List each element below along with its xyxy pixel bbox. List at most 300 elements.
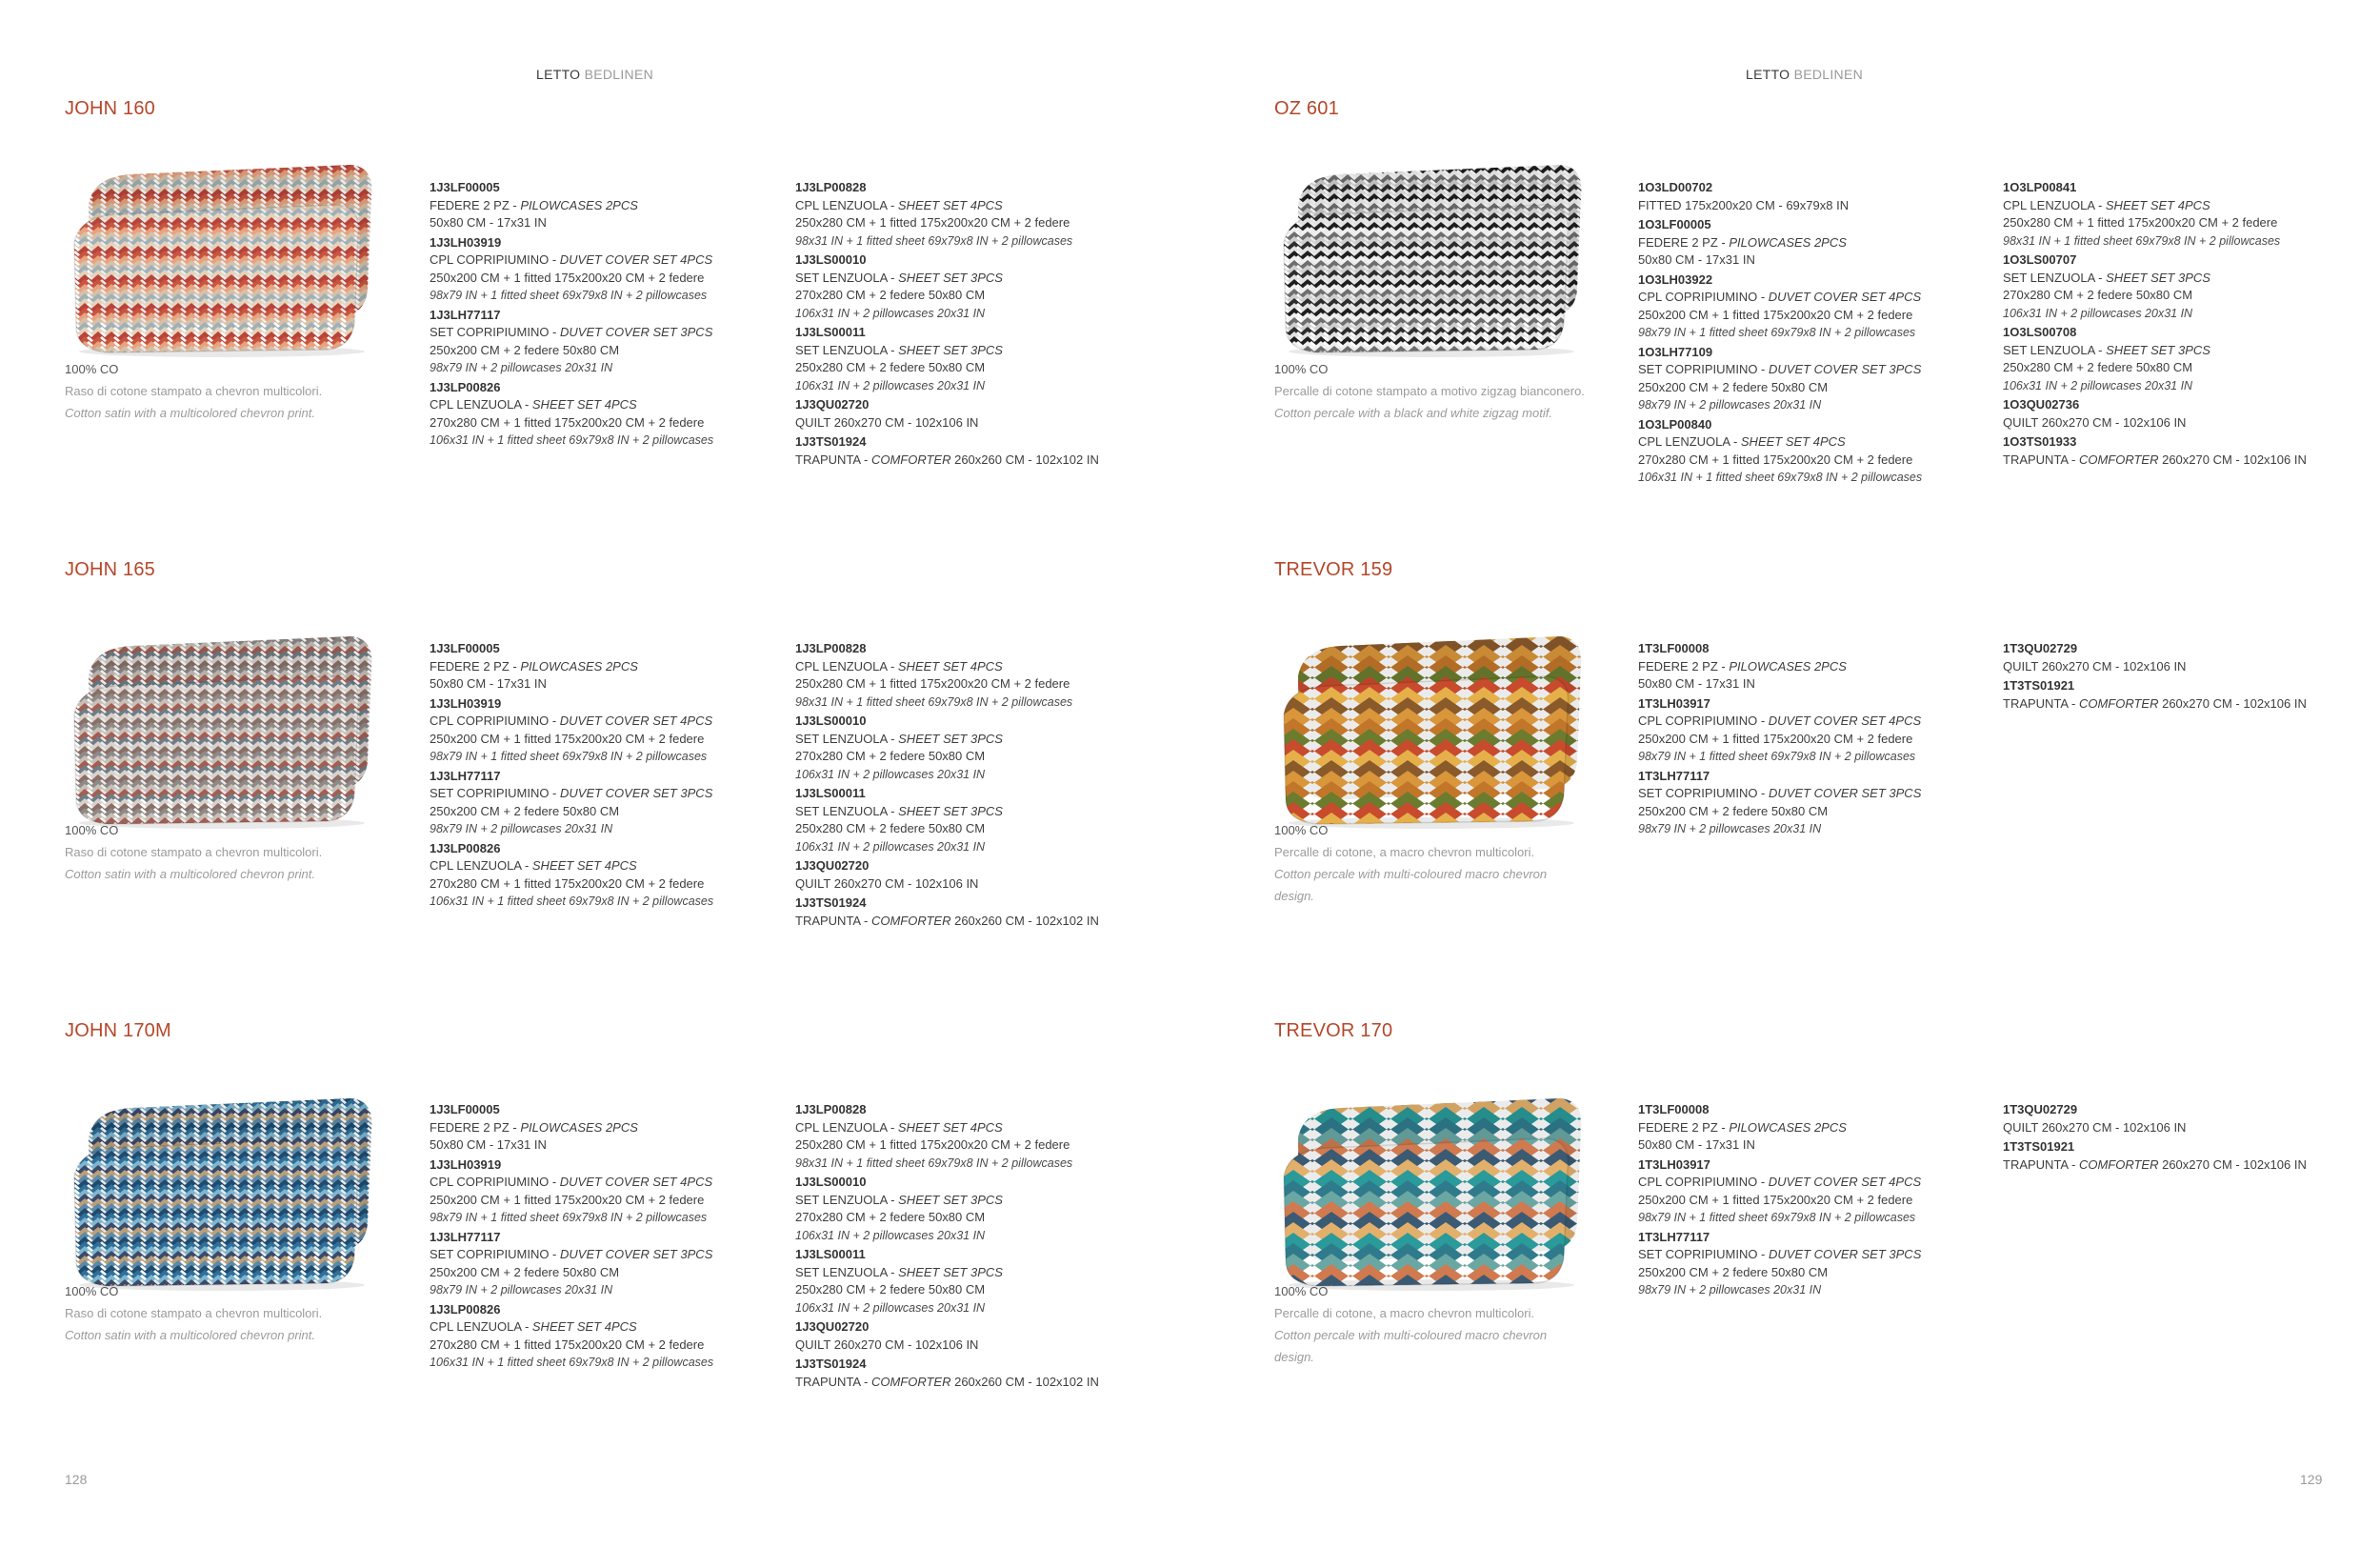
product-type-en: SHEET SET 3PCS bbox=[898, 270, 1003, 285]
description-en: Cotton satin with a multicolored chevron print. bbox=[65, 1328, 316, 1342]
product-type bbox=[795, 270, 1167, 288]
product-entry bbox=[430, 1101, 801, 1155]
product-dimensions-en: 106x31 IN + 2 pillowcases 20x31 IN bbox=[2003, 378, 2193, 392]
product-type-it: CPL LENZUOLA - bbox=[1638, 434, 1741, 449]
product-type-it: QUILT 260x270 CM - 102x106 IN bbox=[795, 1337, 979, 1352]
product-dimensions: 250x200 CM + 1 fitted 175x200x20 CM + 2 federe bbox=[1638, 307, 1913, 322]
product-type-it: CPL LENZUOLA - bbox=[430, 1319, 532, 1334]
product-type-it: FEDERE 2 PZ - bbox=[1638, 234, 1730, 250]
product-description bbox=[65, 358, 379, 424]
product-type-it: TRAPUNTA - bbox=[2003, 452, 2079, 467]
product-dimensions-en: 98x79 IN + 1 fitted sheet 69x79x8 IN + 2 pillowcases bbox=[430, 1211, 708, 1224]
product-type-en: PILOWCASES 2PCS bbox=[520, 1119, 638, 1135]
product-code-column bbox=[2003, 179, 2374, 471]
product-dimensions-en: 98x31 IN + 1 fitted sheet 69x79x8 IN + 2 pillowcases bbox=[795, 694, 1073, 709]
product-type bbox=[795, 913, 1167, 931]
product-code: 1T3LF00008 bbox=[1638, 1102, 1710, 1116]
product-dimensions: 270x280 CM + 1 fitted 175x200x20 CM + 2 federe bbox=[430, 1337, 705, 1352]
product-dimensions: 250x280 CM + 1 fitted 175x200x20 CM + 2 federe bbox=[2003, 215, 2278, 230]
product-image bbox=[1274, 148, 1589, 357]
product-type bbox=[1638, 785, 2010, 803]
product-type bbox=[795, 1337, 1167, 1355]
product-code: 1O3LP00840 bbox=[1638, 416, 1712, 432]
product-entry bbox=[2003, 677, 2374, 713]
product-code-column bbox=[795, 1101, 1167, 1393]
product-code: 1J3LS00010 bbox=[795, 1175, 867, 1189]
product-type bbox=[1638, 433, 2010, 452]
product-dimensions: 250x200 CM + 1 fitted 175x200x20 CM + 2 federe bbox=[430, 731, 705, 746]
product-dimensions: 270x280 CM + 1 fitted 175x200x20 CM + 2 federe bbox=[430, 414, 705, 430]
product-type bbox=[430, 396, 801, 414]
product-type-it: QUILT 260x270 CM - 102x106 IN bbox=[2003, 1119, 2187, 1135]
page-number-right: 129 bbox=[2300, 1472, 2323, 1487]
product-entry bbox=[795, 324, 1167, 394]
product-type-en: COMFORTER bbox=[870, 913, 951, 928]
product-code: 1J3LH03919 bbox=[430, 234, 502, 250]
product-type-it: CPL LENZUOLA - bbox=[2003, 197, 2106, 212]
page-header-left bbox=[536, 67, 653, 82]
product-entry bbox=[1638, 216, 2010, 270]
product-code: 1J3LH03919 bbox=[430, 695, 502, 711]
product-code: 1J3LP00826 bbox=[430, 379, 501, 394]
product-dimensions-en: 106x31 IN + 2 pillowcases 20x31 IN bbox=[2003, 306, 2193, 320]
product-type-en: DUVET COVER SET 3PCS bbox=[560, 325, 713, 339]
product-code: 1O3LF00005 bbox=[1638, 217, 1711, 231]
product-entry bbox=[1638, 179, 2010, 214]
product-code-column bbox=[795, 640, 1167, 932]
product-entry bbox=[1638, 695, 2010, 766]
product-type bbox=[795, 658, 1167, 676]
product-type bbox=[795, 452, 1167, 470]
product-code: 1J3LH77117 bbox=[430, 768, 501, 783]
product-dimensions-en: 98x79 IN + 2 pillowcases 20x31 IN bbox=[430, 1283, 613, 1297]
product-dimensions-en: 98x79 IN + 1 fitted sheet 69x79x8 IN + 2 pillowcases bbox=[1638, 1211, 1916, 1224]
product-dimensions: 50x80 CM - 17x31 IN bbox=[430, 215, 547, 230]
product-type-en: SHEET SET 4PCS bbox=[2105, 197, 2210, 212]
pillow-illustration bbox=[1274, 619, 1589, 829]
product-type-it: SET LENZUOLA - bbox=[795, 270, 899, 285]
product-entry bbox=[430, 640, 801, 694]
header-main: LETTO bbox=[536, 67, 581, 82]
product-type-en: COMFORTER bbox=[870, 1374, 951, 1389]
product-entry bbox=[795, 396, 1167, 432]
pillow-illustration bbox=[65, 148, 379, 357]
product-type-en: SHEET SET 4PCS bbox=[897, 1119, 1003, 1135]
product-type-it: FEDERE 2 PZ - bbox=[1638, 1119, 1730, 1135]
product-type-en: PILOWCASES 2PCS bbox=[520, 197, 638, 212]
product-type bbox=[1638, 713, 2010, 731]
product-entry bbox=[795, 857, 1167, 893]
product-image bbox=[1274, 619, 1589, 829]
product-type-it: SET COPRIPIUMINO - bbox=[1638, 1247, 1769, 1261]
product-type-en: SHEET SET 4PCS bbox=[897, 197, 1003, 212]
product-code: 1J3LS00011 bbox=[795, 325, 866, 339]
product-dimensions: 250x200 CM + 1 fitted 175x200x20 CM + 2 federe bbox=[1638, 1192, 1913, 1207]
product-type-en: DUVET COVER SET 3PCS bbox=[560, 786, 713, 800]
product-dimensions: 250x200 CM + 2 federe 50x80 CM bbox=[1638, 1264, 1829, 1279]
product-type-it: CPL LENZUOLA - bbox=[795, 1119, 898, 1135]
product-code: 1J3LS00010 bbox=[795, 252, 867, 267]
description-en: Cotton satin with a multicolored chevron print. bbox=[65, 406, 316, 420]
product-code: 1O3LS00707 bbox=[2003, 252, 2077, 267]
product-entry bbox=[1638, 1229, 2010, 1299]
product-title: JOHN 170M bbox=[65, 1020, 171, 1041]
product-size: 260x260 CM - 102x102 IN bbox=[950, 452, 1099, 467]
product-dimensions: 50x80 CM - 17x31 IN bbox=[430, 1137, 547, 1152]
product-dimensions: 250x200 CM + 1 fitted 175x200x20 CM + 2 federe bbox=[430, 1192, 705, 1207]
product-code: 1J3TS01924 bbox=[795, 434, 867, 449]
product-type-en: SHEET SET 3PCS bbox=[898, 1192, 1003, 1207]
product-entry bbox=[795, 1101, 1167, 1172]
product-title: OZ 601 bbox=[1274, 98, 1339, 119]
product-code-column bbox=[1638, 640, 2010, 840]
product-entry bbox=[1638, 416, 2010, 487]
product-type bbox=[2003, 1119, 2374, 1137]
product-type-en: DUVET COVER SET 4PCS bbox=[1768, 714, 1922, 728]
description-en: Cotton satin with a multicolored chevron print. bbox=[65, 867, 316, 881]
product-type-it: SET LENZUOLA - bbox=[795, 1192, 899, 1207]
product-type bbox=[795, 731, 1167, 749]
product-dimensions: 270x280 CM + 2 federe 50x80 CM bbox=[2003, 288, 2193, 302]
product-type bbox=[2003, 414, 2374, 432]
product-description bbox=[1274, 819, 1589, 907]
product-entry bbox=[795, 785, 1167, 855]
product-entry bbox=[430, 1156, 801, 1227]
product-dimensions: 270x280 CM + 2 federe 50x80 CM bbox=[795, 1210, 986, 1224]
product-type-it: CPL LENZUOLA - bbox=[430, 858, 532, 873]
product-code: 1O3QU02736 bbox=[2003, 397, 2080, 412]
composition: 100% CO bbox=[65, 823, 119, 837]
product-type-it: FEDERE 2 PZ - bbox=[1638, 658, 1730, 673]
product-type bbox=[795, 875, 1167, 894]
product-type-en: SHEET SET 4PCS bbox=[897, 658, 1003, 673]
product-type bbox=[430, 197, 801, 215]
composition: 100% CO bbox=[1274, 1284, 1329, 1298]
product-type bbox=[1638, 1174, 2010, 1192]
product-code: 1J3LP00826 bbox=[430, 1301, 501, 1317]
product-code: 1O3LS00708 bbox=[2003, 325, 2077, 339]
product-type-en: SHEET SET 3PCS bbox=[898, 731, 1003, 746]
product-image bbox=[65, 619, 379, 829]
composition: 100% CO bbox=[65, 362, 119, 376]
product-type-it: QUILT 260x270 CM - 102x106 IN bbox=[2003, 414, 2187, 430]
product-dimensions-en: 106x31 IN + 2 pillowcases 20x31 IN bbox=[795, 306, 986, 320]
product-type-en: SHEET SET 4PCS bbox=[531, 858, 637, 873]
product-code: 1J3LF00005 bbox=[430, 180, 500, 194]
page-header-right bbox=[1746, 67, 1863, 82]
description-en: Cotton percale with a black and white zigzag motif. bbox=[1274, 406, 1552, 420]
header-sub: BEDLINEN bbox=[1793, 67, 1863, 82]
product-dimensions-en: 106x31 IN + 1 fitted sheet 69x79x8 IN + 2 pillowcases bbox=[430, 895, 714, 908]
product-type-en: SHEET SET 4PCS bbox=[1740, 434, 1846, 449]
product-type bbox=[795, 197, 1167, 215]
product-type-en: DUVET COVER SET 4PCS bbox=[1768, 290, 1922, 304]
product-entry bbox=[430, 179, 801, 232]
product-type bbox=[795, 803, 1167, 821]
product-entry bbox=[795, 1174, 1167, 1244]
product-dimensions: 270x280 CM + 1 fitted 175x200x20 CM + 2 federe bbox=[430, 875, 705, 891]
product-size: 260x260 CM - 102x102 IN bbox=[950, 1374, 1099, 1389]
product-type-it: SET COPRIPIUMINO - bbox=[1638, 362, 1769, 376]
pillow-illustration bbox=[65, 619, 379, 829]
product-dimensions-en: 98x79 IN + 1 fitted sheet 69x79x8 IN + 2 pillowcases bbox=[430, 289, 708, 302]
product-dimensions-en: 106x31 IN + 2 pillowcases 20x31 IN bbox=[795, 767, 986, 781]
product-type bbox=[2003, 452, 2374, 470]
product-code: 1J3TS01924 bbox=[795, 895, 867, 910]
product-dimensions-en: 98x79 IN + 2 pillowcases 20x31 IN bbox=[1638, 1283, 1822, 1297]
product-dimensions: 250x280 CM + 2 federe 50x80 CM bbox=[2003, 360, 2193, 374]
product-code: 1J3LP00828 bbox=[795, 180, 867, 194]
product-code: 1T3QU02729 bbox=[2003, 641, 2078, 655]
product-entry bbox=[2003, 1101, 2374, 1136]
product-type bbox=[1638, 1246, 2010, 1264]
product-entry bbox=[2003, 179, 2374, 250]
product-type bbox=[2003, 270, 2374, 288]
product-dimensions-en: 98x79 IN + 1 fitted sheet 69x79x8 IN + 2 pillowcases bbox=[1638, 750, 1916, 763]
product-type-it: CPL COPRIPIUMINO - bbox=[430, 1175, 560, 1189]
product-type bbox=[430, 1119, 801, 1137]
product-type-en: COMFORTER bbox=[2078, 1156, 2159, 1172]
product-image bbox=[65, 148, 379, 357]
product-entry bbox=[430, 234, 801, 305]
product-dimensions: 270x280 CM + 2 federe 50x80 CM bbox=[795, 288, 986, 302]
product-dimensions: 250x280 CM + 2 federe 50x80 CM bbox=[795, 821, 986, 835]
product-size: 260x270 CM - 102x106 IN bbox=[2158, 695, 2307, 711]
product-entry bbox=[1638, 768, 2010, 838]
product-type-en: SHEET SET 3PCS bbox=[2106, 270, 2210, 285]
product-type bbox=[2003, 342, 2374, 360]
product-code: 1T3LH03917 bbox=[1638, 695, 1710, 711]
product-type-it: CPL LENZUOLA - bbox=[795, 197, 898, 212]
product-dimensions: 250x200 CM + 2 federe 50x80 CM bbox=[1638, 803, 1829, 818]
product-type-it: TRAPUNTA - bbox=[2003, 695, 2079, 711]
product-type-it: CPL COPRIPIUMINO - bbox=[430, 714, 560, 728]
product-dimensions-en: 98x79 IN + 2 pillowcases 20x31 IN bbox=[430, 361, 613, 374]
product-size: 260x260 CM - 102x102 IN bbox=[950, 913, 1099, 928]
product-dimensions-en: 98x31 IN + 1 fitted sheet 69x79x8 IN + 2 pillowcases bbox=[795, 233, 1073, 248]
product-type-en: DUVET COVER SET 3PCS bbox=[1769, 786, 1922, 800]
product-type-it: QUILT 260x270 CM - 102x106 IN bbox=[795, 414, 979, 430]
product-code: 1O3LH03922 bbox=[1638, 271, 1713, 287]
product-type-it: CPL LENZUOLA - bbox=[795, 658, 898, 673]
product-code: 1J3LH77117 bbox=[430, 1229, 501, 1244]
product-title: TREVOR 170 bbox=[1274, 1020, 1393, 1041]
product-type-en: DUVET COVER SET 4PCS bbox=[559, 252, 713, 267]
description-en: Cotton percale with multi-coloured macro chevron design. bbox=[1274, 1328, 1548, 1364]
product-type-it: SET LENZUOLA - bbox=[795, 342, 899, 357]
product-type bbox=[430, 857, 801, 875]
product-dimensions-en: 98x79 IN + 2 pillowcases 20x31 IN bbox=[430, 822, 613, 835]
product-type-it: SET COPRIPIUMINO - bbox=[430, 786, 560, 800]
pillow-illustration bbox=[65, 1081, 379, 1291]
product-code: 1O3LD00702 bbox=[1638, 180, 1713, 194]
product-type bbox=[430, 1318, 801, 1337]
product-dimensions: 250x280 CM + 2 federe 50x80 CM bbox=[795, 360, 986, 374]
product-type-it: FEDERE 2 PZ - bbox=[430, 658, 521, 673]
product-dimensions-en: 98x79 IN + 2 pillowcases 20x31 IN bbox=[1638, 398, 1822, 412]
product-dimensions-en: 106x31 IN + 1 fitted sheet 69x79x8 IN + 2 pillowcases bbox=[430, 433, 714, 447]
product-code: 1T3TS01921 bbox=[2003, 1139, 2075, 1154]
product-entry bbox=[430, 379, 801, 450]
product-entry bbox=[430, 307, 801, 377]
product-dimensions: 270x280 CM + 1 fitted 175x200x20 CM + 2 federe bbox=[1638, 452, 1913, 467]
product-type-en: PILOWCASES 2PCS bbox=[1729, 658, 1847, 673]
product-type bbox=[795, 1374, 1167, 1392]
product-type bbox=[1638, 234, 2010, 252]
product-code: 1T3LH77117 bbox=[1638, 768, 1710, 783]
product-type-it: TRAPUNTA - bbox=[2003, 1156, 2079, 1172]
product-code: 1J3LF00005 bbox=[430, 641, 500, 655]
product-code: 1T3LH03917 bbox=[1638, 1156, 1710, 1172]
product-dimensions: 250x200 CM + 2 federe 50x80 CM bbox=[430, 1264, 620, 1279]
product-dimensions: 250x200 CM + 1 fitted 175x200x20 CM + 2 federe bbox=[1638, 731, 1913, 746]
product-entry bbox=[795, 1356, 1167, 1391]
description-it: Percalle di cotone, a macro chevron multicolori. bbox=[1274, 845, 1535, 859]
product-type-it: CPL LENZUOLA - bbox=[430, 397, 532, 412]
product-dimensions-en: 98x79 IN + 2 pillowcases 20x31 IN bbox=[1638, 822, 1822, 835]
product-dimensions-en: 106x31 IN + 2 pillowcases 20x31 IN bbox=[795, 1300, 986, 1315]
product-entry bbox=[795, 713, 1167, 783]
product-dimensions: 250x280 CM + 1 fitted 175x200x20 CM + 2 federe bbox=[795, 676, 1070, 691]
composition: 100% CO bbox=[1274, 362, 1329, 376]
product-type-en: SHEET SET 3PCS bbox=[898, 803, 1003, 818]
product-type-it: FEDERE 2 PZ - bbox=[430, 197, 521, 212]
product-type bbox=[795, 414, 1167, 432]
product-code: 1J3QU02720 bbox=[795, 858, 870, 873]
product-type-en: DUVET COVER SET 4PCS bbox=[559, 1175, 713, 1189]
description-it: Raso di cotone stampato a chevron multicolori. bbox=[65, 1306, 323, 1320]
product-type-it: SET COPRIPIUMINO - bbox=[430, 325, 560, 339]
product-type-it: QUILT 260x270 CM - 102x106 IN bbox=[2003, 658, 2187, 673]
header-main: LETTO bbox=[1746, 67, 1790, 82]
product-entry bbox=[430, 1229, 801, 1299]
product-entry bbox=[795, 640, 1167, 711]
product-dimensions-en: 106x31 IN + 2 pillowcases 20x31 IN bbox=[795, 1228, 986, 1242]
product-type-en: DUVET COVER SET 3PCS bbox=[1769, 1247, 1922, 1261]
description-it: Raso di cotone stampato a chevron multicolori. bbox=[65, 384, 323, 398]
product-dimensions-en: 106x31 IN + 1 fitted sheet 69x79x8 IN + 2 pillowcases bbox=[1638, 471, 1923, 484]
product-entry bbox=[795, 1318, 1167, 1354]
product-code: 1T3QU02729 bbox=[2003, 1102, 2078, 1116]
product-code-column bbox=[2003, 640, 2374, 714]
product-type bbox=[795, 342, 1167, 360]
product-code: 1J3TS01924 bbox=[795, 1357, 867, 1371]
product-dimensions: 50x80 CM - 17x31 IN bbox=[1638, 676, 1755, 691]
product-type-it: SET LENZUOLA - bbox=[2003, 342, 2107, 357]
product-type bbox=[1638, 1119, 2010, 1137]
product-code: 1J3LH03919 bbox=[430, 1156, 502, 1172]
product-type bbox=[1638, 197, 2010, 215]
product-code-column bbox=[795, 179, 1167, 471]
product-type-en: SHEET SET 4PCS bbox=[531, 397, 637, 412]
product-type bbox=[1638, 289, 2010, 307]
product-code-column bbox=[430, 179, 801, 452]
product-type-it: CPL COPRIPIUMINO - bbox=[1638, 290, 1769, 304]
product-dimensions: 250x280 CM + 2 federe 50x80 CM bbox=[795, 1282, 986, 1297]
product-dimensions: 250x200 CM + 2 federe 50x80 CM bbox=[1638, 379, 1829, 394]
product-dimensions-en: 98x31 IN + 1 fitted sheet 69x79x8 IN + 2 pillowcases bbox=[2003, 233, 2281, 248]
description-it: Raso di cotone stampato a chevron multicolori. bbox=[65, 845, 323, 859]
page-number-left: 128 bbox=[65, 1472, 88, 1487]
product-code: 1O3LH77109 bbox=[1638, 344, 1713, 359]
product-size: 260x270 CM - 102x106 IN bbox=[2158, 452, 2307, 467]
product-dimensions: 250x200 CM + 2 federe 50x80 CM bbox=[430, 803, 620, 818]
product-entry bbox=[430, 1301, 801, 1372]
product-type-en: DUVET COVER SET 3PCS bbox=[560, 1247, 713, 1261]
product-type-en: SHEET SET 3PCS bbox=[2106, 342, 2210, 357]
product-type bbox=[1638, 658, 2010, 676]
product-type-it: FEDERE 2 PZ - bbox=[430, 1119, 521, 1135]
product-entry bbox=[430, 768, 801, 838]
product-type-en: DUVET COVER SET 4PCS bbox=[559, 714, 713, 728]
product-type-en: PILOWCASES 2PCS bbox=[520, 658, 638, 673]
composition: 100% CO bbox=[65, 1284, 119, 1298]
product-type bbox=[2003, 1156, 2374, 1175]
product-type-it: SET COPRIPIUMINO - bbox=[1638, 786, 1769, 800]
product-type-it: SET COPRIPIUMINO - bbox=[430, 1247, 560, 1261]
product-dimensions-en: 98x79 IN + 1 fitted sheet 69x79x8 IN + 2 pillowcases bbox=[1638, 326, 1916, 339]
product-entry bbox=[2003, 324, 2374, 394]
product-code: 1J3LH77117 bbox=[430, 307, 501, 322]
product-code: 1J3LS00011 bbox=[795, 786, 866, 800]
product-dimensions: 250x280 CM + 1 fitted 175x200x20 CM + 2 federe bbox=[795, 1137, 1070, 1152]
product-type-en: SHEET SET 3PCS bbox=[898, 1264, 1003, 1279]
header-sub: BEDLINEN bbox=[584, 67, 653, 82]
product-type-it: QUILT 260x270 CM - 102x106 IN bbox=[795, 875, 979, 891]
product-type-en: DUVET COVER SET 3PCS bbox=[1769, 362, 1922, 376]
product-type-en: COMFORTER bbox=[2078, 695, 2159, 711]
product-entry bbox=[795, 1246, 1167, 1317]
product-code: 1J3LS00010 bbox=[795, 714, 867, 728]
product-dimensions: 50x80 CM - 17x31 IN bbox=[430, 676, 547, 691]
product-description bbox=[1274, 1280, 1589, 1368]
product-type-en: PILOWCASES 2PCS bbox=[1729, 1119, 1847, 1135]
product-entry bbox=[795, 433, 1167, 469]
product-type bbox=[795, 1264, 1167, 1282]
product-type-en: COMFORTER bbox=[870, 452, 951, 467]
product-code: 1J3LP00828 bbox=[795, 1102, 867, 1116]
product-type-it: SET LENZUOLA - bbox=[795, 1264, 899, 1279]
product-entry bbox=[1638, 1156, 2010, 1227]
product-entry bbox=[795, 895, 1167, 930]
product-dimensions-en: 106x31 IN + 1 fitted sheet 69x79x8 IN + 2 pillowcases bbox=[430, 1356, 714, 1369]
product-dimensions: 50x80 CM - 17x31 IN bbox=[1638, 1137, 1755, 1152]
product-code: 1J3QU02720 bbox=[795, 397, 870, 412]
product-entry bbox=[2003, 640, 2374, 675]
product-type bbox=[2003, 197, 2374, 215]
product-type-it: TRAPUNTA - bbox=[795, 452, 871, 467]
product-type bbox=[2003, 695, 2374, 714]
product-title: TREVOR 159 bbox=[1274, 559, 1393, 580]
description-it: Percalle di cotone stampato a motivo zigzag bianconero. bbox=[1274, 384, 1585, 398]
product-type-en: SHEET SET 4PCS bbox=[531, 1319, 637, 1334]
product-image bbox=[1274, 1081, 1589, 1291]
product-description bbox=[65, 819, 379, 885]
product-dimensions-en: 106x31 IN + 2 pillowcases 20x31 IN bbox=[795, 378, 986, 392]
product-type-it: CPL COPRIPIUMINO - bbox=[1638, 714, 1769, 728]
product-type-it: SET LENZUOLA - bbox=[795, 803, 899, 818]
product-code: 1T3TS01921 bbox=[2003, 678, 2075, 693]
product-code-column bbox=[430, 1101, 801, 1374]
product-code: 1J3LP00826 bbox=[430, 840, 501, 855]
product-entry bbox=[2003, 396, 2374, 432]
product-type bbox=[430, 713, 801, 731]
product-type-it: TRAPUNTA - bbox=[795, 913, 871, 928]
product-code-column bbox=[2003, 1101, 2374, 1176]
description-en: Cotton percale with multi-coloured macro chevron design. bbox=[1274, 867, 1548, 903]
product-entry bbox=[2003, 433, 2374, 469]
product-type bbox=[430, 1246, 801, 1264]
